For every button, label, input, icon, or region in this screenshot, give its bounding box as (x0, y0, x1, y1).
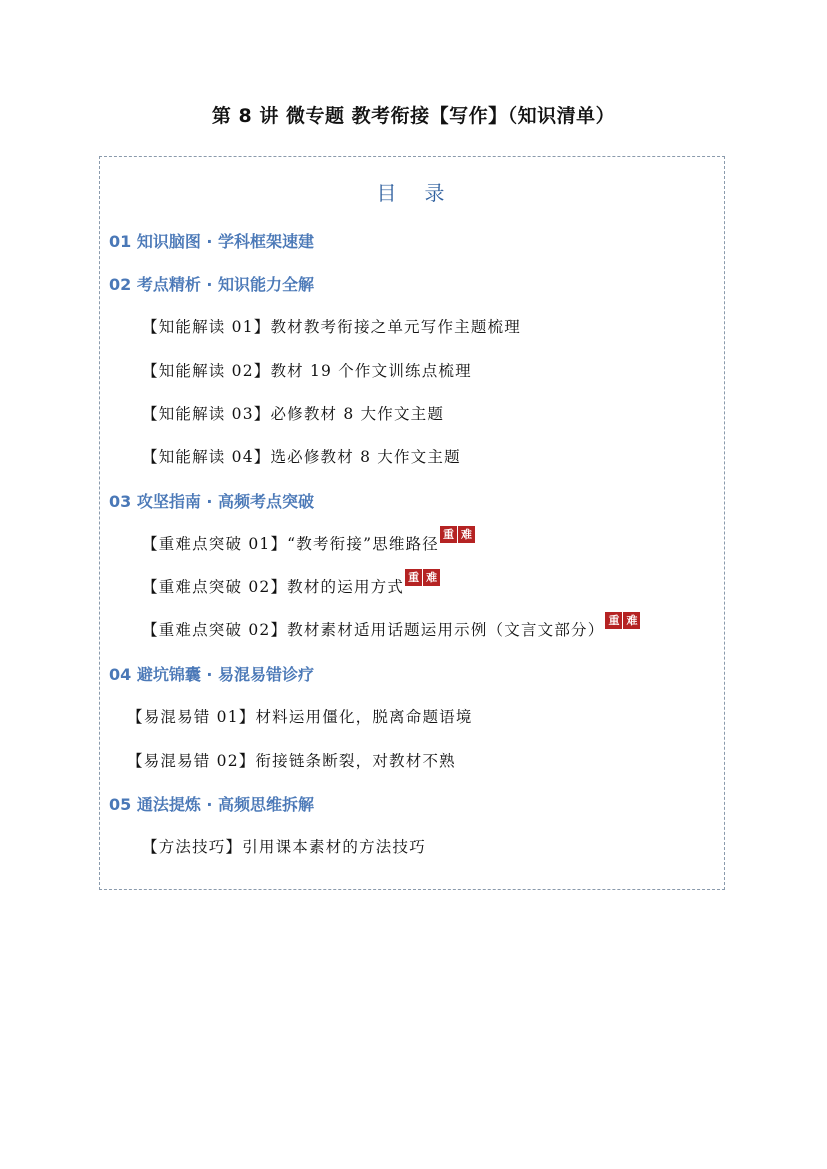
toc-section-04[interactable]: 04 避坑锦囊 · 易混易错诊疗 (109, 665, 315, 684)
toc-section-05[interactable]: 05 通法提炼 · 高频思维拆解 (109, 795, 315, 814)
toc-heading (0, 177, 827, 206)
toc-item-text: 【重难点突破 02】教材的运用方式 (142, 578, 405, 596)
document-title: 第 8 讲 微专题 教考衔接【写作】（知识清单） (211, 105, 616, 127)
toc-section-03[interactable]: 03 攻坚指南 · 高频考点突破 (109, 492, 315, 511)
toc-item-text: 【重难点突破 02】教材素材适用话题运用示例（文言文部分） (142, 621, 605, 639)
badge-key-char: 重 (440, 526, 457, 543)
toc-frame (99, 156, 725, 890)
toc-item-knowledge-02[interactable]: 【知能解读 02】教材 19 个作文训练点梳理 (142, 362, 472, 380)
toc-section-02[interactable]: 02 考点精析 · 知识能力全解 (109, 275, 315, 294)
badge-key-char: 重 (405, 569, 422, 586)
badge-difficult-char: 难 (458, 526, 475, 543)
toc-item-breakthrough-01[interactable] (142, 528, 476, 554)
key-difficult-badge (405, 569, 441, 586)
toc-item-method-01[interactable]: 【方法技巧】引用课本素材的方法技巧 (142, 838, 426, 856)
toc-item-breakthrough-03[interactable] (142, 614, 641, 640)
toc-item-knowledge-01[interactable]: 【知能解读 01】教材教考衔接之单元写作主题梳理 (142, 318, 521, 336)
toc-item-knowledge-04[interactable]: 【知能解读 04】选必修教材 8 大作文主题 (142, 448, 461, 466)
toc-item-knowledge-03[interactable]: 【知能解读 03】必修教材 8 大作文主题 (142, 405, 445, 423)
badge-difficult-char: 难 (623, 612, 640, 629)
badge-key-char: 重 (605, 612, 622, 629)
key-difficult-badge (440, 526, 476, 543)
toc-section-01[interactable]: 01 知识脑图 · 学科框架速建 (109, 232, 315, 251)
toc-heading-char-2: 录 (424, 181, 451, 205)
key-difficult-badge (605, 612, 641, 629)
badge-difficult-char: 难 (423, 569, 440, 586)
toc-item-pitfall-01[interactable]: 【易混易错 01】材料运用僵化，脱离命题语境 (127, 708, 473, 726)
toc-item-text: 【重难点突破 01】“教考衔接”思维路径 (142, 535, 439, 553)
toc-item-pitfall-02[interactable]: 【易混易错 02】衔接链条断裂，对教材不熟 (127, 752, 456, 770)
toc-heading-char-1: 目 (376, 181, 403, 205)
toc-item-breakthrough-02[interactable] (142, 571, 441, 597)
